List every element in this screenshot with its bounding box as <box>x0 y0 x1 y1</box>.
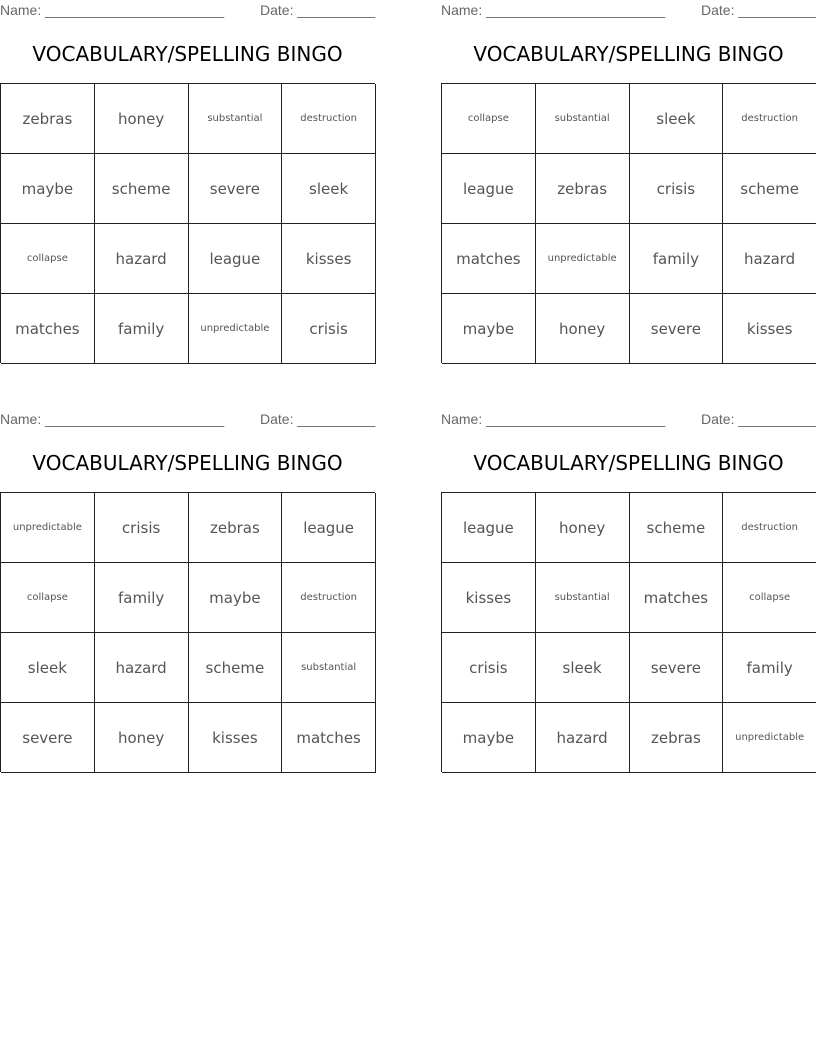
card-header <box>441 411 816 429</box>
bingo-cell: zebras <box>1 84 95 154</box>
bingo-cell: family <box>95 294 189 364</box>
bingo-cell: scheme <box>95 154 189 224</box>
bingo-cell: family <box>95 563 189 633</box>
card-title: VOCABULARY/SPELLING BINGO <box>473 42 784 66</box>
bingo-cell: collapse <box>1 224 95 294</box>
bingo-cell: severe <box>189 154 283 224</box>
card-header <box>0 2 375 20</box>
bingo-cell: honey <box>95 703 189 773</box>
bingo-cell: destruction <box>282 563 376 633</box>
bingo-cell: matches <box>282 703 376 773</box>
bingo-cell: destruction <box>723 84 816 154</box>
card-header <box>0 411 375 429</box>
bingo-cell: league <box>442 154 536 224</box>
bingo-cell: hazard <box>95 633 189 703</box>
bingo-cell: family <box>723 633 816 703</box>
bingo-cell: collapse <box>1 563 95 633</box>
bingo-cell: kisses <box>723 294 816 364</box>
bingo-cell: sleek <box>282 154 376 224</box>
bingo-cell: kisses <box>189 703 283 773</box>
bingo-cell: destruction <box>723 493 816 563</box>
bingo-cell: substantial <box>189 84 283 154</box>
bingo-cell: league <box>282 493 376 563</box>
bingo-card-4 <box>441 409 816 781</box>
name-field: Name: _______________________ <box>0 2 225 18</box>
bingo-cell: matches <box>630 563 724 633</box>
bingo-cell: league <box>189 224 283 294</box>
bingo-card-2 <box>441 0 816 372</box>
name-field: Name: _______________________ <box>0 411 225 427</box>
bingo-cell: substantial <box>536 563 630 633</box>
bingo-cell: hazard <box>723 224 816 294</box>
bingo-cell: sleek <box>630 84 724 154</box>
bingo-cell: crisis <box>442 633 536 703</box>
bingo-grid <box>441 492 816 772</box>
card-title: VOCABULARY/SPELLING BINGO <box>473 451 784 475</box>
date-field: Date: __________ <box>701 411 816 427</box>
bingo-cell: sleek <box>536 633 630 703</box>
bingo-cell: unpredictable <box>723 703 816 773</box>
bingo-cell: sleek <box>1 633 95 703</box>
bingo-cell: matches <box>1 294 95 364</box>
bingo-cell: maybe <box>1 154 95 224</box>
bingo-cell: scheme <box>630 493 724 563</box>
card-title: VOCABULARY/SPELLING BINGO <box>32 42 343 66</box>
card-title: VOCABULARY/SPELLING BINGO <box>32 451 343 475</box>
bingo-cell: crisis <box>282 294 376 364</box>
bingo-cell: kisses <box>282 224 376 294</box>
bingo-card-3 <box>0 409 375 781</box>
date-field: Date: __________ <box>260 411 376 427</box>
date-field: Date: __________ <box>701 2 816 18</box>
bingo-cell: crisis <box>630 154 724 224</box>
bingo-cell: honey <box>95 84 189 154</box>
bingo-card-1 <box>0 0 375 372</box>
name-field: Name: _______________________ <box>441 2 666 18</box>
card-header <box>441 2 816 20</box>
bingo-cell: substantial <box>282 633 376 703</box>
bingo-cell: zebras <box>536 154 630 224</box>
bingo-cell: scheme <box>723 154 816 224</box>
bingo-cell: crisis <box>95 493 189 563</box>
bingo-cell: zebras <box>189 493 283 563</box>
bingo-cell: scheme <box>189 633 283 703</box>
bingo-cell: family <box>630 224 724 294</box>
bingo-cell: maybe <box>189 563 283 633</box>
bingo-cell: hazard <box>536 703 630 773</box>
name-field: Name: _______________________ <box>441 411 666 427</box>
bingo-cell: severe <box>1 703 95 773</box>
bingo-cell: matches <box>442 224 536 294</box>
bingo-cell: league <box>442 493 536 563</box>
bingo-grid <box>0 492 375 772</box>
bingo-cell: zebras <box>630 703 724 773</box>
bingo-cell: hazard <box>95 224 189 294</box>
bingo-cell: maybe <box>442 703 536 773</box>
bingo-cell: destruction <box>282 84 376 154</box>
bingo-cell: severe <box>630 294 724 364</box>
bingo-grid <box>0 83 375 363</box>
bingo-cell: honey <box>536 294 630 364</box>
bingo-cell: unpredictable <box>189 294 283 364</box>
bingo-cell: unpredictable <box>536 224 630 294</box>
bingo-cell: unpredictable <box>1 493 95 563</box>
bingo-cell: collapse <box>442 84 536 154</box>
bingo-cell: maybe <box>442 294 536 364</box>
bingo-cell: severe <box>630 633 724 703</box>
date-field: Date: __________ <box>260 2 376 18</box>
bingo-cell: collapse <box>723 563 816 633</box>
bingo-cell: honey <box>536 493 630 563</box>
bingo-grid <box>441 83 816 363</box>
bingo-cell: substantial <box>536 84 630 154</box>
bingo-cell: kisses <box>442 563 536 633</box>
